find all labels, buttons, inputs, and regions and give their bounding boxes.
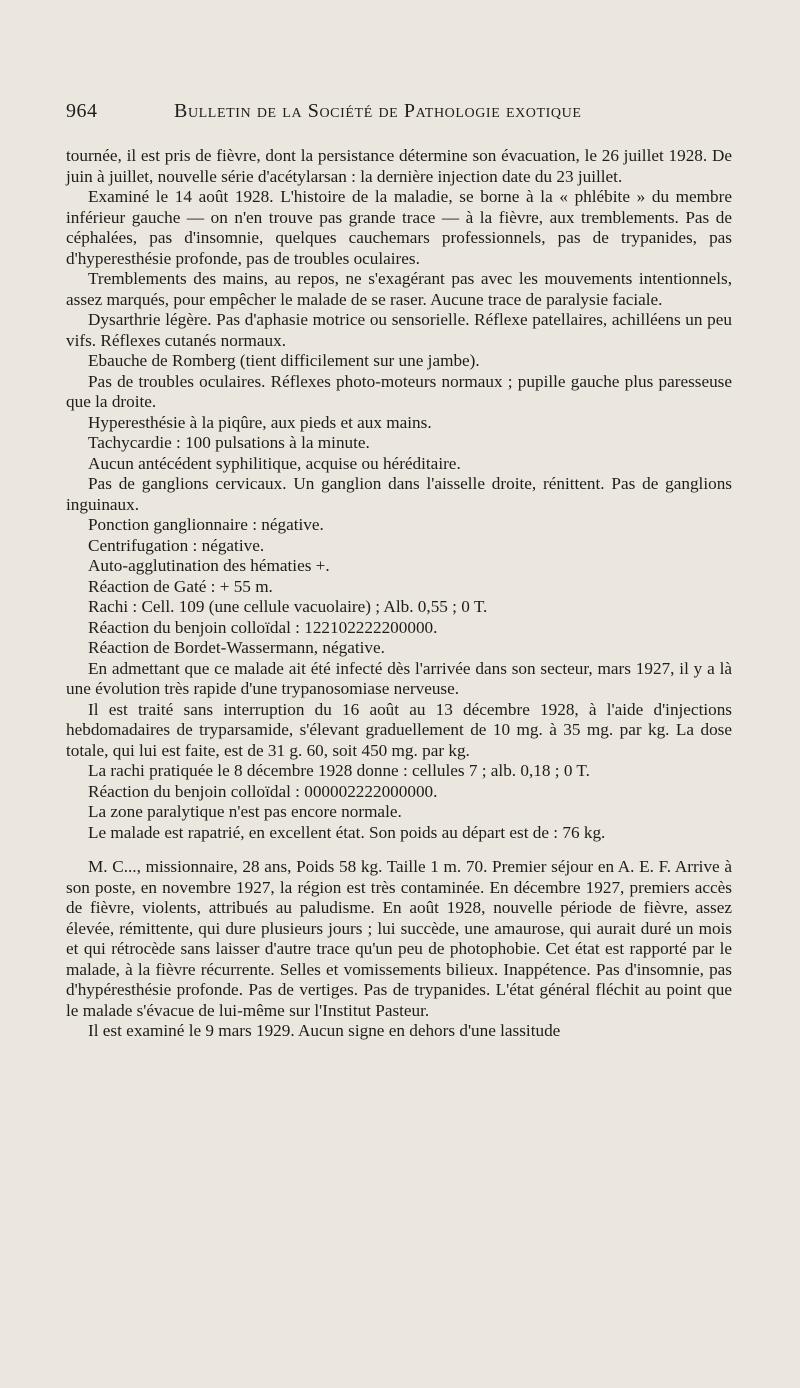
paragraph: Tremblements des mains, au repos, ne s'exagérant pas avec les mouvements intentionnels, assez marqués, pour empêcher le malade de se raser. Aucune trace de paralysie faciale. [66,269,732,309]
paragraph: Ebauche de Romberg (tient difficilement sur une jambe). [88,351,480,370]
paragraph: La rachi pratiquée le 8 décembre 1928 donne : cellules 7 ; alb. 0,18 ; 0 T. [88,761,590,780]
paragraph: tournée, il est pris de fièvre, dont la persistance détermine son évacuation, le 26 juillet 1928. De juin à juillet, nouvelle série d'acétylarsan : la dernière injection date du 23 juillet. [66,146,732,186]
paragraph: En admettant que ce malade ait été infecté dès l'arrivée dans son secteur, mars 1927, il y a là une évolution très rapide d'une trypanosomiase nerveuse. [66,658,732,698]
paragraph: Ponction ganglionnaire : négative. [88,515,324,534]
paragraph: Centrifugation : négative. [88,535,265,555]
paragraph: Pas de troubles oculaires. Réflexes photo-moteurs normaux ; pupille gauche plus paresseuse que la droite. [66,371,732,411]
paragraph: Aucun antécédent syphilitique, acquise ou héréditaire. [88,453,461,473]
paragraph: Dysarthrie légère. Pas d'aphasie motrice ou sensorielle. Réflexe patellaires, achilléens un peu vifs. Réflexes cutanés normaux. [66,310,732,350]
paragraph: Le malade est rapatrié, en excellent état. Son poids au départ est de : 76 kg. [88,822,606,842]
section-gap [66,843,732,857]
paragraph: Réaction de Bordet-Wassermann, négative. [88,638,385,657]
paragraph: Pas de ganglions cervicaux. Un ganglion dans l'aisselle droite, rénittent. Pas de ganglions inguinaux. [66,474,732,514]
paragraph: Hyperesthésie à la piqûre, aux pieds et aux mains. [88,412,432,432]
paragraph: Auto-agglutination des hématies +. [88,556,330,575]
paragraph: Il est traité sans interruption du 16 août au 13 décembre 1928, à l'aide d'injections hebdomadaires de tryparsamide, s'élevant graduellement de 10 mg. à 35 mg. par kg. La dose totale, qui lui est faite, est de 31 g. 60, soit 450 mg. par kg. [66,699,732,760]
paragraph: Réaction du benjoin colloïdal : 000002222000000. [88,781,438,801]
paragraph: Rachi : Cell. 109 (une cellule vacuolaire) ; Alb. 0,55 ; 0 T. [88,597,488,616]
body-text [66,146,732,1042]
paragraph: M. C..., missionnaire, 28 ans, Poids 58 kg. Taille 1 m. 70. Premier séjour en A. E. F. Arrive à son poste, en novembre 1927, la région est très contaminée. En décembre 1927, premiers accès de fièvre, violents, attribués au paludisme. En août 1928, nouvelle période de fièvre, assez élevée, rémittente, qui dure plusieurs jours ; lui succède, une amaurose, qui aurait duré un mois et qui rétrocède sans laisser d'autre trace qu'un peu de photophobie. Cet état est rapporté par le malade, à la fièvre récurrente. Selles et vomissements bilieux. Inappétence. Pas d'insomnie, pas d'hypéresthésie profonde. Pas de vertiges. Pas de trypanides. L'état général fléchit au point que le malade s'évacue de lui-même sur l'Institut Pasteur. [66,857,732,1020]
paragraph: La zone paralytique n'est pas encore normale. [88,802,402,821]
paragraph: Réaction du benjoin colloïdal : 122102222200000. [88,617,438,637]
page-number: 964 [66,100,98,122]
paragraph: Tachycardie : 100 pulsations à la minute. [88,433,370,452]
page-header [66,100,746,126]
paragraph: Examiné le 14 août 1928. L'histoire de la maladie, se borne à la « phlébite » du membre inférieur gauche — on n'en trouve pas grande trace — à la fièvre, aux tremblements. Pas de céphalées, pas d'insomnie, quelques cauchemars professionnels, pas de trypanides, pas d'hyperesthésie profonde, pas de troubles oculaires. [66,187,732,268]
running-title: Bulletin de la Société de Pathologie exotique [174,100,582,122]
paragraph: Il est examiné le 9 mars 1929. Aucun signe en dehors d'une lassitude [88,1021,561,1040]
paragraph: Réaction de Gaté : + 55 m. [88,576,273,596]
